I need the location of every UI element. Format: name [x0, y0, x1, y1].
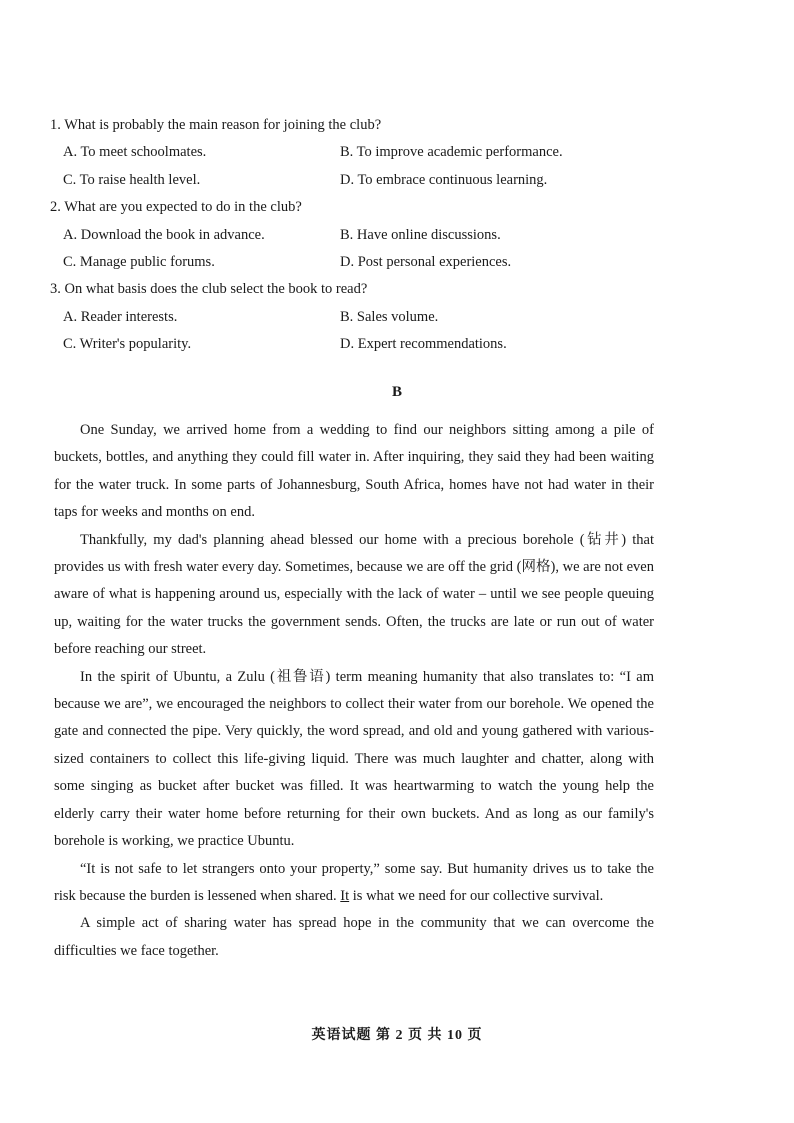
- page-footer: 英语试题 第 2 页 共 10 页: [311, 1028, 483, 1043]
- passage: [54, 417, 654, 965]
- question-2-stem: 2. What are you expected to do in the club?: [50, 199, 302, 215]
- question-1-option-a: A. To meet schoolmates.: [63, 144, 207, 160]
- paragraph-4-text-start: “It is not safe to let strangers onto your property,” some say. But humanity drives us to take the risk because the burden is lessened when shared.: [54, 860, 654, 904]
- question-3-option-c: C. Writer's popularity.: [63, 336, 192, 352]
- passage-paragraph-2: Thankfully, my dad's planning ahead blessed our home with a precious borehole (钻井) that provides us with fresh water every day. Sometimes, because we are off the grid (网格), we are not even aware of what is happening around us, especially with the lack of water – until we see people queuing up, waiting for the water trucks the government sends. Often, the trucks are late or run out of water before reaching our street.: [54, 531, 654, 658]
- passage-paragraph-1: One Sunday, we arrived home from a wedding to find our neighbors sitting among a pile of buckets, bottles, and anything they could fill water in. After inquiring, they said they had been waiting for the water truck. In some parts of Johannesburg, South Africa, homes have not had water in their taps for weeks and months on end.: [54, 422, 654, 521]
- question-3-option-d: D. Expert recommendations.: [340, 336, 507, 352]
- question-3-stem: 3. On what basis does the club select the book to read?: [50, 281, 368, 297]
- question-3-option-b: B. Sales volume.: [340, 309, 439, 325]
- question-2-option-c: C. Manage public forums.: [63, 254, 215, 270]
- question-1-option-b: B. To improve academic performance.: [340, 144, 563, 160]
- question-1-stem: 1. What is probably the main reason for joining the club?: [50, 117, 382, 133]
- question-2-option-a: A. Download the book in advance.: [63, 227, 265, 243]
- question-2-option-d: D. Post personal experiences.: [340, 254, 512, 270]
- passage-paragraph-3: In the spirit of Ubuntu, a Zulu (祖鲁语) term meaning humanity that also translates to: “I am because we are”, we encouraged the neighbors to collect their water from our borehole. We opened the gate and connected the pipe. Very quickly, the word spread, and old and young gathered with various-sized containers to collect this life-giving liquid. There was much laughter and chatter, along with some singing as bucket after bucket was filled. It was heartwarming to watch the young help the elderly carry their water home before returning for their own buckets. And as long as our family's borehole is working, we practice Ubuntu.: [54, 668, 654, 850]
- underlined-word-it: It: [340, 887, 350, 904]
- section-title: B: [391, 384, 402, 400]
- question-3-option-a: A. Reader interests.: [63, 309, 178, 325]
- paragraph-4-text-end: is what we need for our collective survival.: [349, 887, 604, 904]
- question-2-option-b: B. Have online discussions.: [340, 227, 501, 243]
- question-1-option-d: D. To embrace continuous learning.: [340, 172, 548, 188]
- question-1-option-c: C. To raise health level.: [63, 172, 201, 188]
- passage-paragraph-4: [54, 856, 654, 911]
- passage-paragraph-5: A simple act of sharing water has spread hope in the community that we can overcome the difficulties we face together.: [54, 915, 654, 959]
